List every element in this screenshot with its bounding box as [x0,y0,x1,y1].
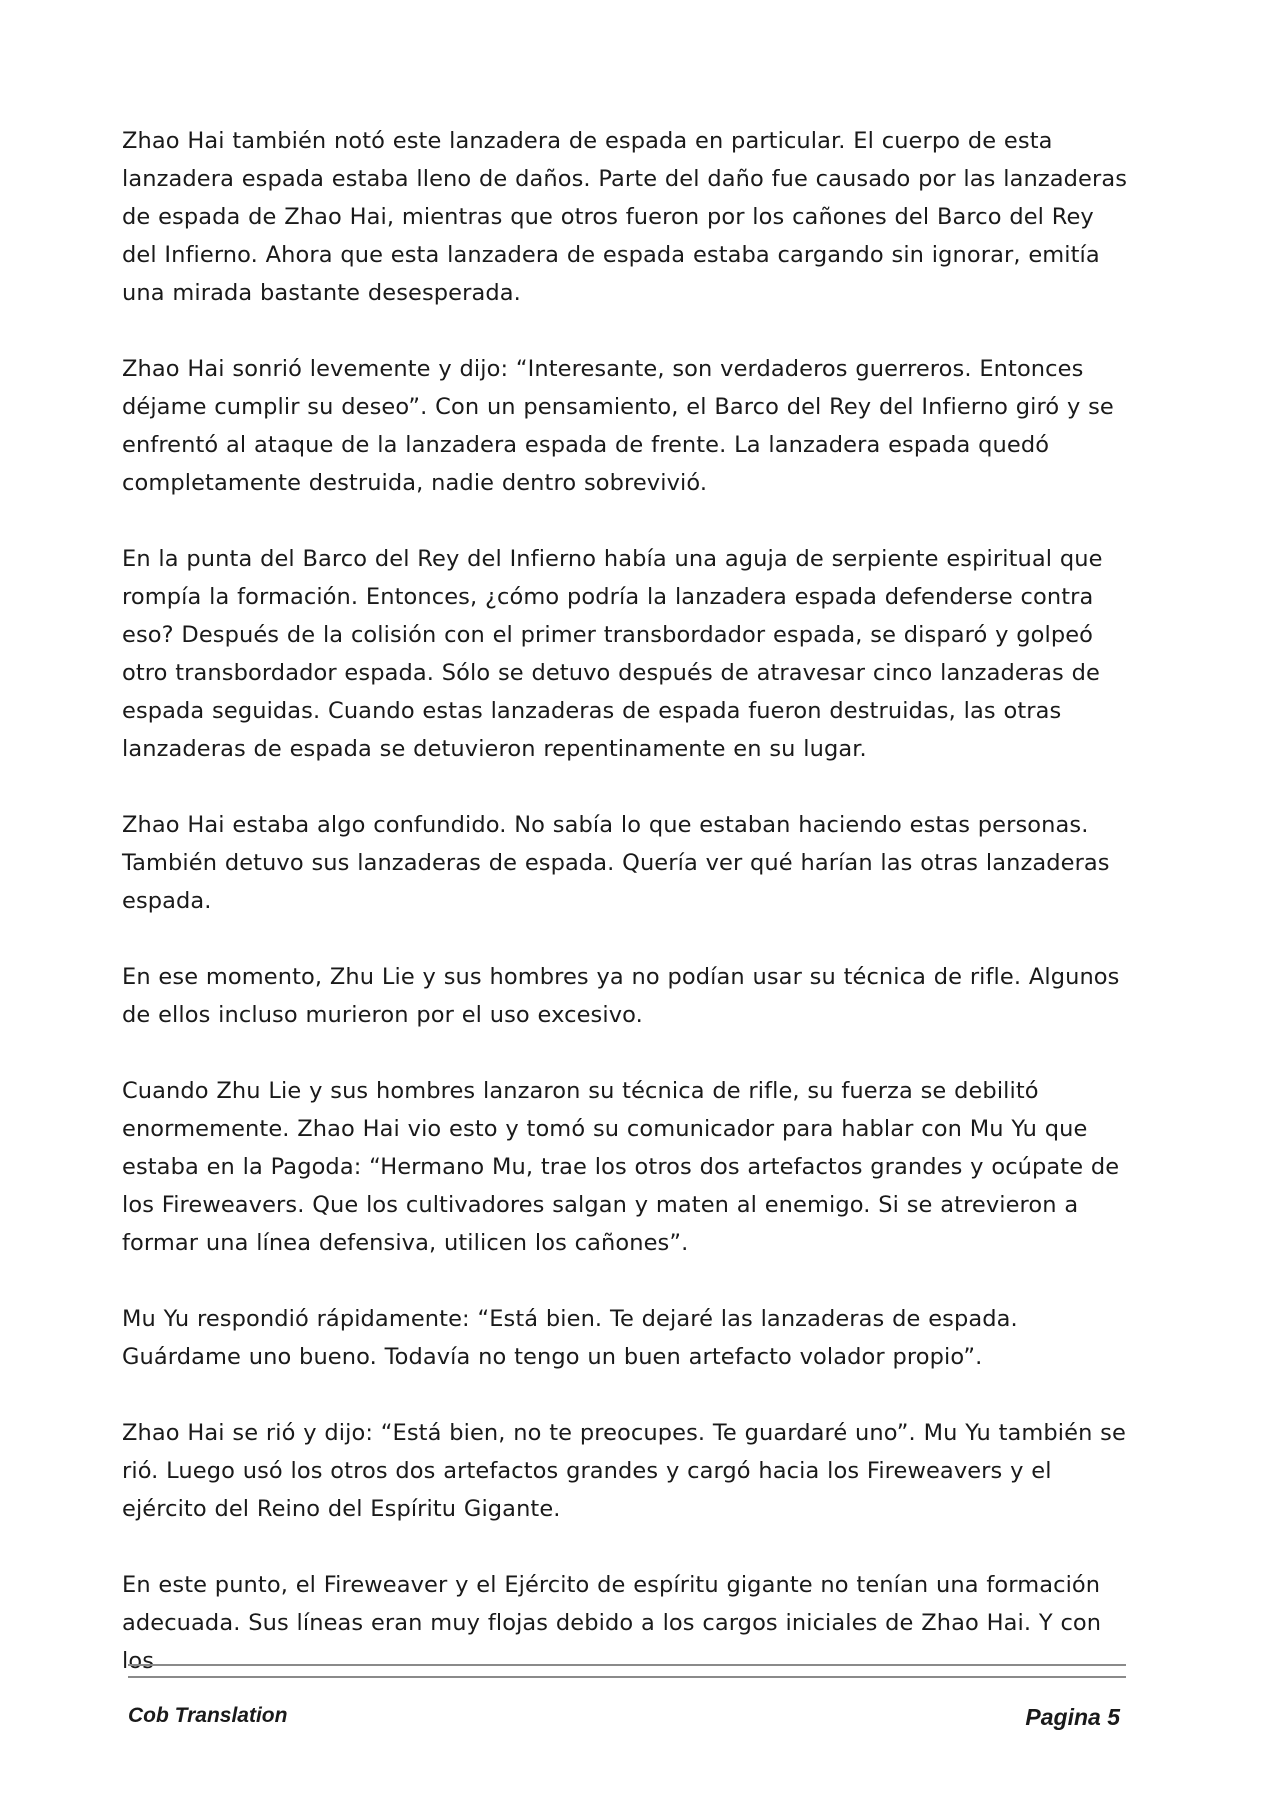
footer-rule-top [128,1664,1126,1666]
footer-credit: Cob Translation [128,1704,288,1727]
paragraph: Zhao Hai también notó este lanzadera de espada en particular. El cuerpo de esta lanzadera espada estaba lleno de daños. Parte del daño fue causado por las lanzaderas de espada de Zhao Hai, mientras que otros fueron por los cañones del Barco del Rey del Infierno. Ahora que esta lanzadera de espada estaba cargando sin ignorar, emitía una mirada bastante desesperada. [122,128,1128,306]
body-text [122,122,1132,1680]
paragraph: En la punta del Barco del Rey del Infierno había una aguja de serpiente espiritual que rompía la formación. Entonces, ¿cómo podría la lanzadera espada defenderse contra eso? Después de la colisión con el primer transbordador espada, se disparó y golpeó otro transbordador espada. Sólo se detuvo después de atravesar cinco lanzaderas de espada seguidas. Cuando estas lanzaderas de espada fueron destruidas, las otras lanzaderas de espada se detuvieron repentinamente en su lugar. [122,546,1103,762]
page-number: Pagina 5 [1025,1704,1120,1730]
footer-rule-bottom [128,1676,1126,1678]
paragraph: Zhao Hai sonrió levemente y dijo: “Interesante, son verdaderos guerreros. Entonces déjame cumplir su deseo”. Con un pensamiento, el Barco del Rey del Infierno giró y se enfrentó al ataque de la lanzadera espada de frente. La lanzadera espada quedó completamente destruida, nadie dentro sobrevivió. [122,356,1114,496]
paragraph: Cuando Zhu Lie y sus hombres lanzaron su técnica de rifle, su fuerza se debilitó enormemente. Zhao Hai vio esto y tomó su comunicador para hablar con Mu Yu que estaba en la Pagoda: “Hermano Mu, trae los otros dos artefactos grandes y ocúpate de los Fireweavers. Que los cultivadores salgan y maten al enemigo. Si se atrevieron a formar una línea defensiva, utilicen los cañones”. [122,1078,1120,1256]
paragraph: Mu Yu respondió rápidamente: “Está bien. Te dejaré las lanzaderas de espada. Guárdame uno bueno. Todavía no tengo un buen artefacto volador propio”. [122,1306,1018,1370]
paragraph: Zhao Hai estaba algo confundido. No sabía lo que estaban haciendo estas personas. También detuvo sus lanzaderas de espada. Quería ver qué harían las otras lanzaderas espada. [122,812,1110,914]
paragraph: En este punto, el Fireweaver y el Ejército de espíritu gigante no tenían una formación adecuada. Sus líneas eran muy flojas debido a los cargos iniciales de Zhao Hai. Y con los [122,1572,1102,1674]
footer-divider [128,1664,1126,1678]
paragraph: Zhao Hai se rió y dijo: “Está bien, no te preocupes. Te guardaré uno”. Mu Yu también se rió. Luego usó los otros dos artefactos grandes y cargó hacia los Fireweavers y el ejército del Reino del Espíritu Gigante. [122,1420,1126,1522]
paragraph: En ese momento, Zhu Lie y sus hombres ya no podían usar su técnica de rifle. Algunos de ellos incluso murieron por el uso excesivo. [122,964,1120,1028]
